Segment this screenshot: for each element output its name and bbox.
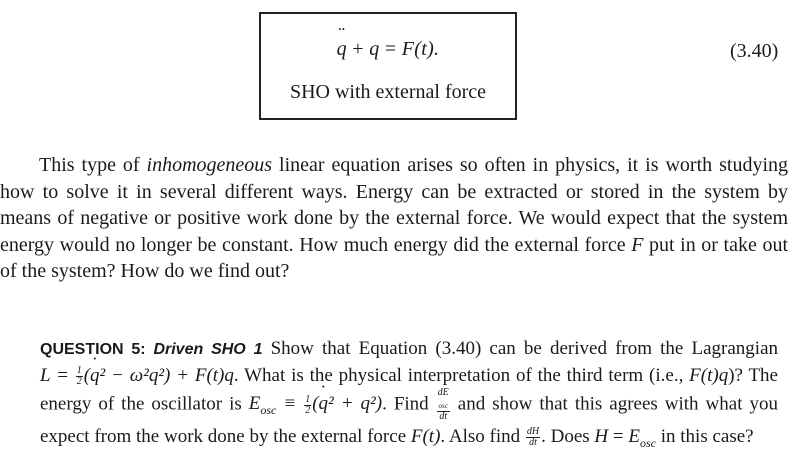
energy-q-dot: ˙ q — [319, 391, 329, 417]
question-text-3: )? The energy of the oscillator is — [40, 364, 778, 415]
energy-equiv: ≡ — [276, 393, 304, 415]
equation — [261, 38, 515, 61]
para-italic-word: inhomogeneous — [146, 154, 273, 176]
half-fraction — [76, 366, 83, 387]
force-ft: F(t) — [410, 425, 441, 447]
energy-expression — [248, 393, 383, 418]
dH-numerator: dH — [526, 425, 540, 437]
question-text-7: . Does — [541, 425, 595, 447]
dH-denominator: dt — [529, 436, 537, 448]
body-paragraph — [0, 152, 788, 285]
dEosc-numerator — [437, 388, 450, 412]
question-heading — [40, 341, 262, 358]
dEosc-denominator: dt — [439, 411, 448, 422]
question-text-1: Show that Equation (3.40) can be derived from the Lagrangian — [262, 338, 778, 359]
dEosc-numerator-text: dE — [437, 387, 449, 398]
question-text-5: and show that this agrees with what you expect from the work done by the external force — [40, 393, 778, 447]
energy-half-numerator: 1 — [305, 393, 311, 405]
lagrangian-symbol: L — [40, 364, 51, 386]
half-denominator: 2 — [76, 375, 82, 387]
question-text-9: in this case? — [655, 425, 754, 447]
energy-symbol: E — [248, 393, 261, 415]
energy-rest: ² + q²) — [328, 393, 383, 415]
question-heading-title: Driven SHO 1 — [153, 341, 263, 358]
lagrangian-equals: = — [50, 364, 75, 386]
equation-equals: = — [384, 38, 397, 60]
energy-half-denominator: 2 — [305, 404, 311, 416]
third-term: F(t)q — [689, 364, 729, 386]
para-text-2: linear equation arises so often in physics, it is worth studying how to solve it in several different ways. Energy can be extracted or stored in the system by means of negative or positive work done by the external force. We would expect that the system energy would no longer be constant. How much energy did the external force — [0, 154, 788, 256]
question-text-2: . What is the physical interpretation of the third term (i.e., — [233, 364, 690, 386]
dEosc-numerator-subscript: osc — [438, 402, 448, 410]
dH-dt-fraction — [526, 427, 540, 448]
question-text-4: . Find — [382, 393, 436, 415]
question-text-8: = — [608, 425, 629, 447]
energy-osc-final — [628, 425, 656, 450]
energy-final-symbol: E — [628, 425, 640, 447]
lagrangian-rest: ² − ω²q²) + F(t)q — [99, 364, 234, 386]
equation-box — [259, 12, 517, 120]
q-double-dot: ¨ q — [337, 38, 347, 61]
energy-final-subscript: osc — [639, 435, 656, 450]
equation-rhs: F(t). — [401, 38, 440, 60]
question-text-6: . Also find — [440, 425, 525, 447]
question-heading-label: QUESTION 5: — [40, 341, 154, 358]
para-text-1: This type of — [39, 154, 147, 176]
para-text-3: put in or take out of the system? How do we find out? — [0, 233, 789, 282]
lagrangian — [40, 365, 234, 386]
q-dot: ˙ q — [90, 363, 100, 389]
dEosc-dt-fraction — [437, 388, 450, 422]
H-symbol: H — [594, 425, 609, 447]
question-block — [40, 336, 778, 456]
energy-half-fraction — [304, 395, 311, 416]
equation-number: (3.40) — [730, 40, 779, 62]
equation-label: SHO with external force — [289, 81, 487, 103]
equation-plus: + — [352, 38, 364, 60]
lagrangian-open: ( — [83, 364, 91, 386]
energy-open: ( — [312, 393, 319, 415]
para-force-symbol: F — [631, 233, 644, 256]
equation-q: q — [369, 38, 380, 60]
energy-osc-subscript: osc — [260, 403, 277, 418]
half-numerator: 1 — [76, 364, 82, 376]
